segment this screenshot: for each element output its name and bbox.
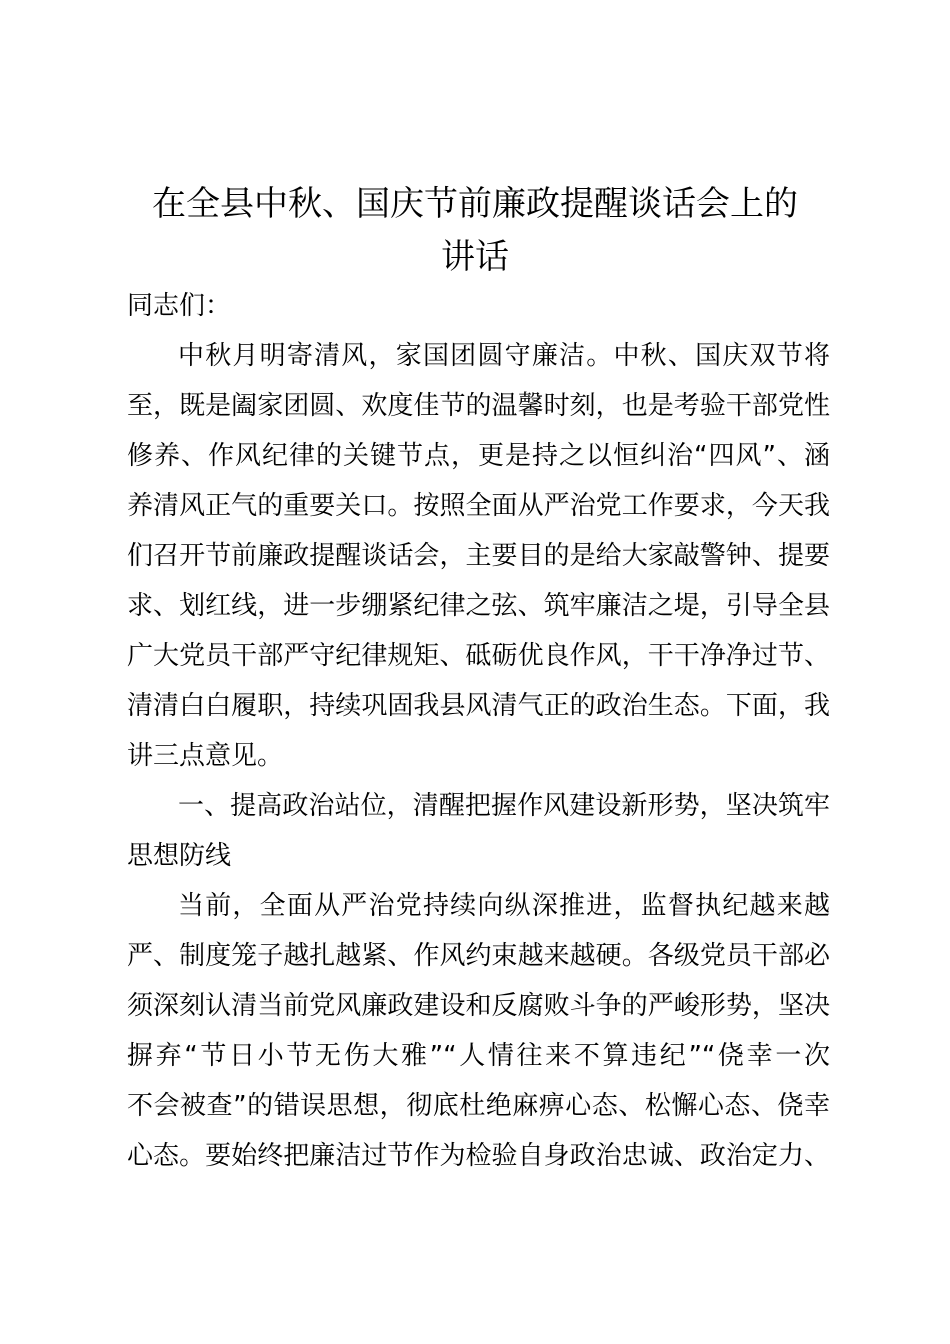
body-line: 清清白白履职，持续巩固我县风清气正的政治生态。下面，我 [127,691,830,721]
body-line: 心态。要始终把廉洁过节作为检验自身政治忠诚、政治定力、 [127,1141,830,1171]
document-title-line-1: 在全县中秋、国庆节前廉政提醒谈话会上的 [152,184,798,224]
body-line: 须深刻认清当前党风廉政建设和反腐败斗争的严峻形势，坚决 [127,991,830,1021]
body-line: 修养、作风纪律的关键节点，更是持之以恒纠治“四风”、涵 [127,441,830,471]
body-line: 当前，全面从严治党持续向纵深推进，监督执纪越来越 [178,891,830,921]
body-line: 求、划红线，进一步绷紧纪律之弦、筑牢廉洁之堤，引导全县 [127,591,830,621]
body-line: 讲三点意见。 [127,741,284,771]
body-line: 严、制度笼子越扎越紧、作风约束越来越硬。各级党员干部必 [127,941,830,971]
body-line: 养清风正气的重要关口。按照全面从严治党工作要求，今天我 [127,491,830,521]
body-line: 至，既是阖家团圆、欢度佳节的温馨时刻，也是考验干部党性 [127,391,830,421]
body-line: 中秋月明寄清风，家国团圆守廉洁。中秋、国庆双节将 [178,341,830,371]
salutation: 同志们： [127,291,232,321]
body-line: 广大党员干部严守纪律规矩、砥砺优良作风，干干净净过节、 [127,641,830,671]
body-line: 们召开节前廉政提醒谈话会，主要目的是给大家敲警钟、提要 [127,541,830,571]
body-line: 不会被查”的错误思想，彻底杜绝麻痹心态、松懈心态、侥幸 [127,1091,830,1121]
body-line: 摒弃“节日小节无伤大雅”“人情往来不算违纪”“侥幸一次 [127,1041,830,1071]
document-title-line-2: 讲话 [441,237,509,277]
section-heading-line: 一、提高政治站位，清醒把握作风建设新形势，坚决筑牢 [178,791,830,821]
section-heading-line: 思想防线 [127,841,232,871]
